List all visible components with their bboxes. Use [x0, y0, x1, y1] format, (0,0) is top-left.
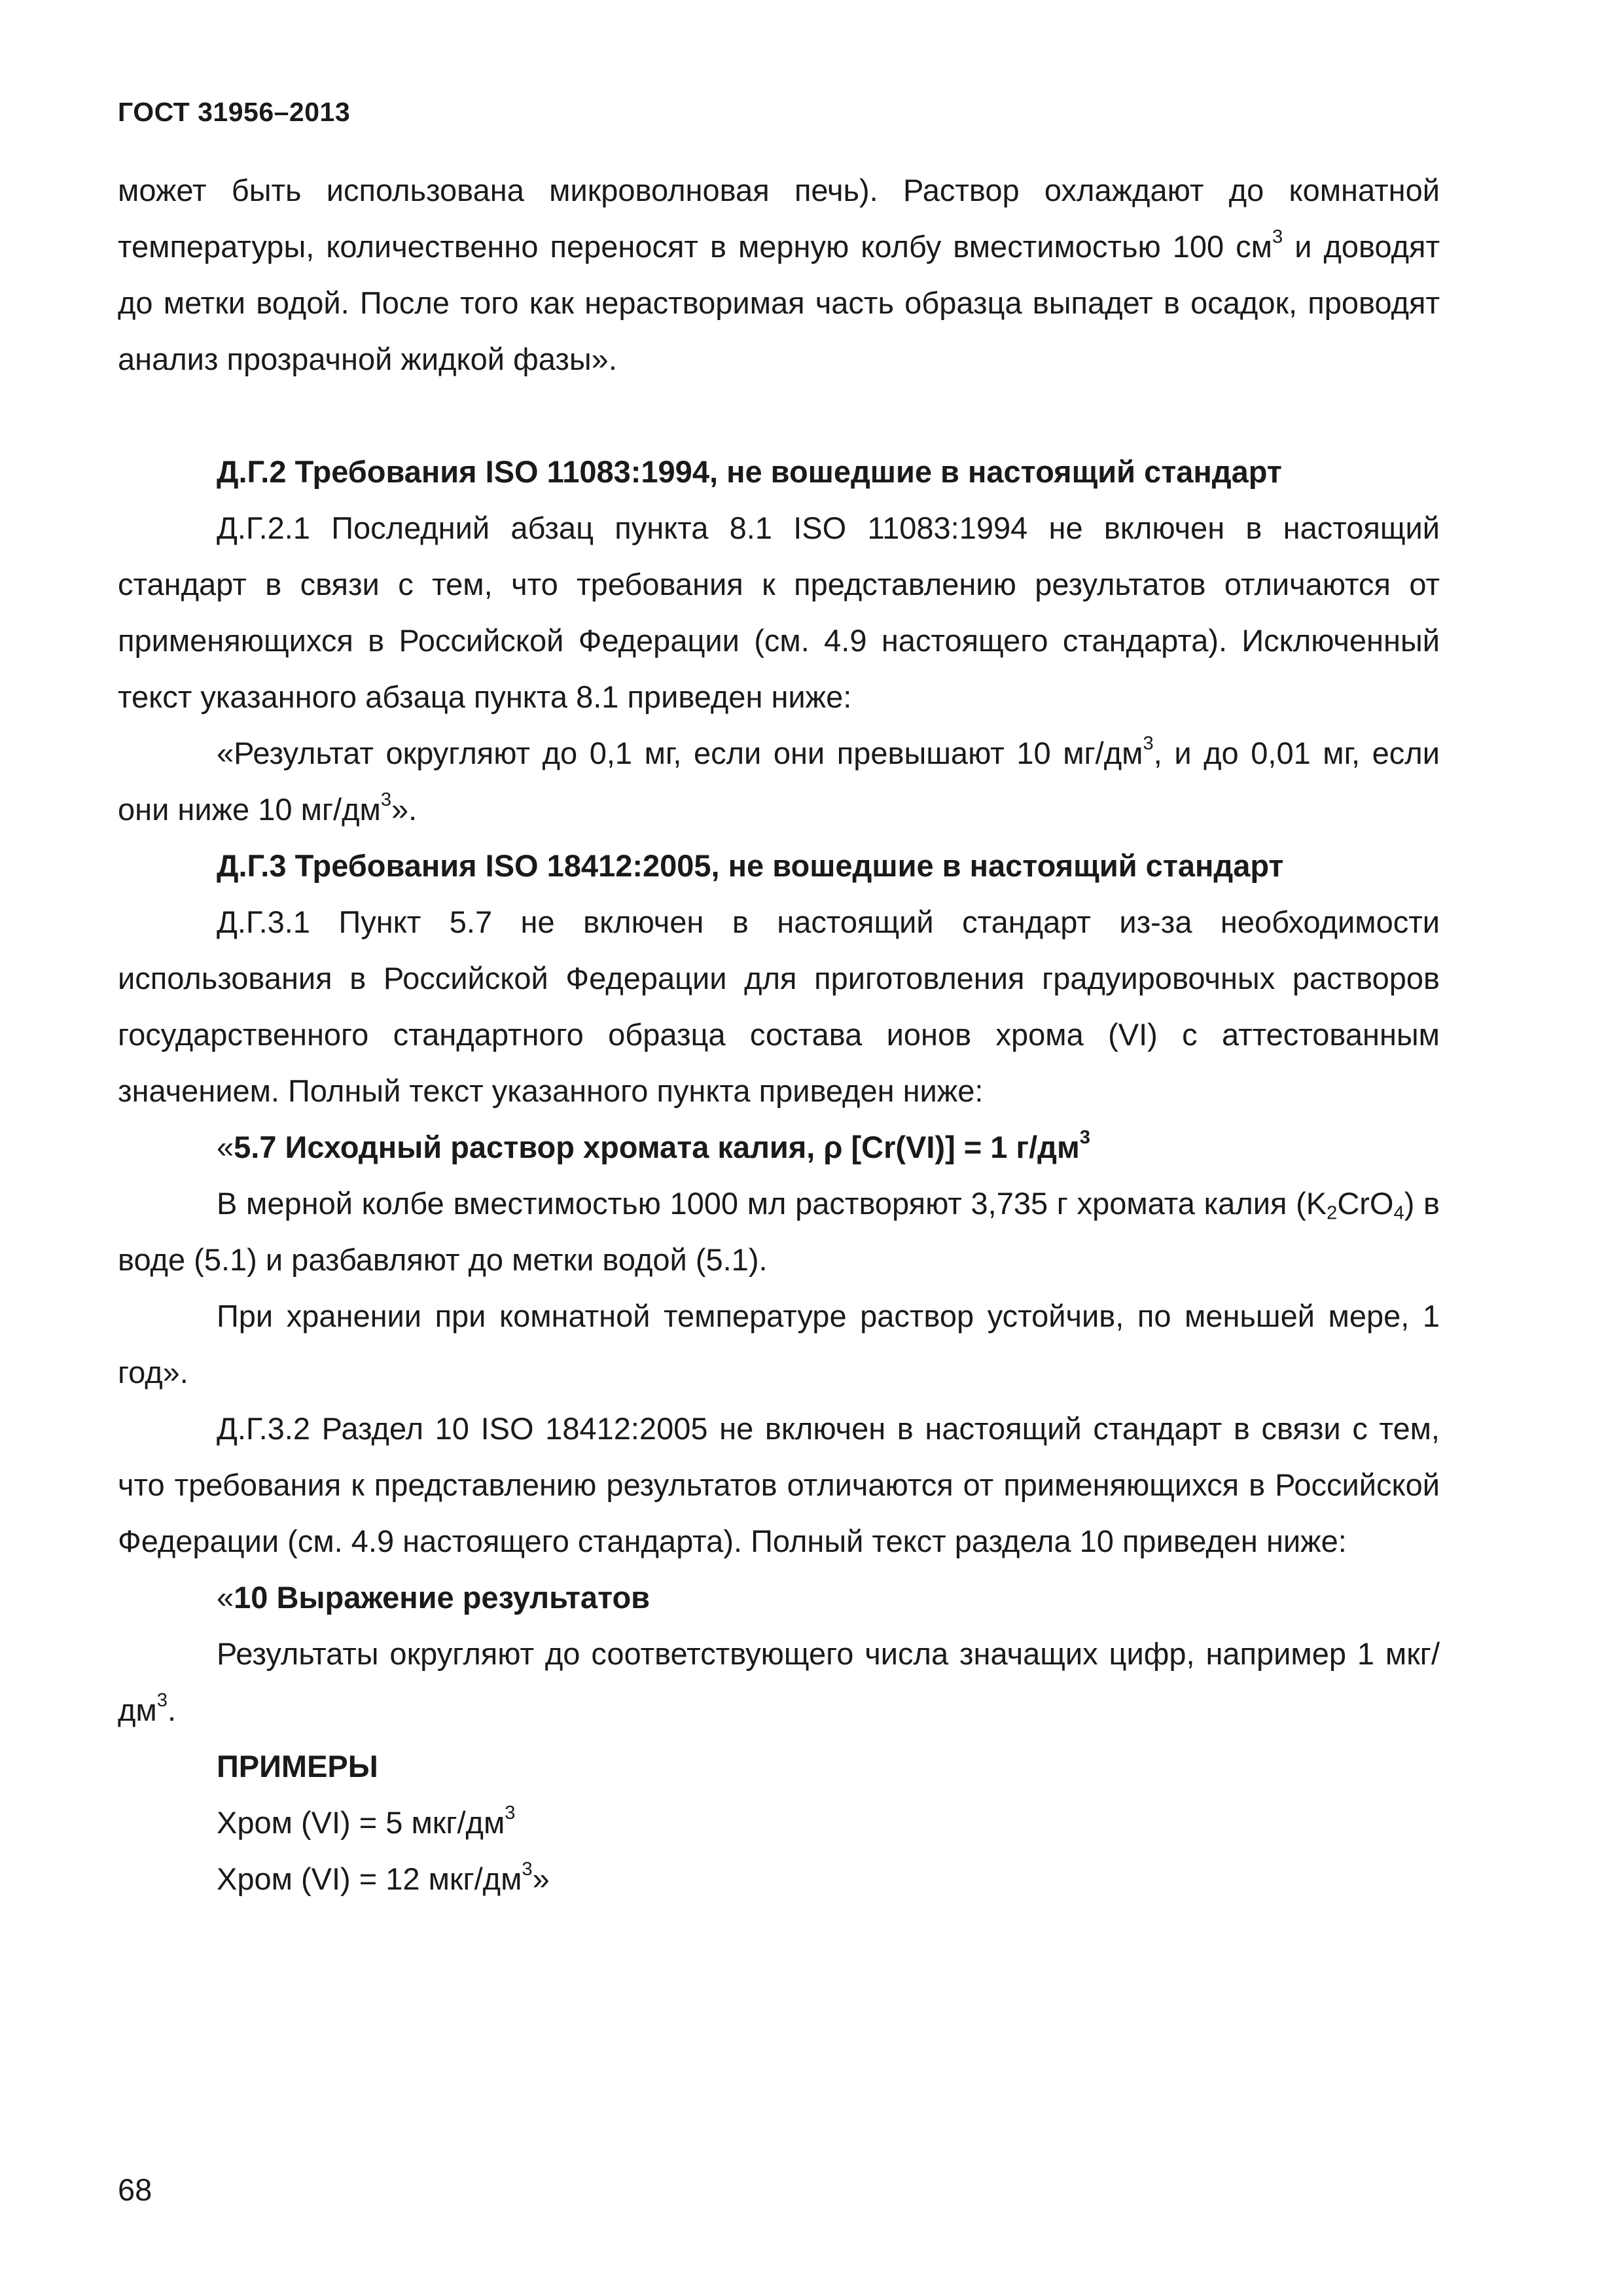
continuation-text-2: и доводят до метки водой. После того как нерастворимая часть образца выпадет в осадок, проводят анализ прозрачной жидкой фазы». — [118, 229, 1440, 376]
subsection-title-5-7: 5.7 Исходный раствор хромата калия, ρ [Cr(VI)] = 1 г/дм — [234, 1130, 1080, 1164]
section-heading-dg2: Д.Г.2 Требования ISO 11083:1994, не вошедшие в настоящий стандарт — [217, 454, 1282, 489]
quote-dg2 — [118, 725, 1440, 838]
text: » — [532, 1861, 550, 1896]
text: CrO — [1337, 1186, 1394, 1221]
text: Результаты округляют до соответствующего числа значащих цифр, например 1 мкг/дм — [118, 1636, 1440, 1727]
superscript: 3 — [522, 1859, 533, 1880]
subscript: 2 — [1327, 1202, 1338, 1224]
subsection-heading-10 — [118, 1570, 1440, 1626]
paragraph-10 — [118, 1626, 1440, 1738]
superscript: 3 — [380, 789, 392, 811]
superscript: 3 — [505, 1803, 516, 1824]
page-number: 68 — [118, 2172, 152, 2207]
subscript: 4 — [1393, 1202, 1404, 1224]
text: ) в воде (5.1) и разбавляют до метки водой (5.1). — [118, 1186, 1440, 1277]
continuation-paragraph — [118, 162, 1440, 387]
examples-title: ПРИМЕРЫ — [217, 1749, 378, 1784]
section-heading-dg3: Д.Г.3 Требования ISO 18412:2005, не вошедшие в настоящий стандарт — [217, 848, 1284, 883]
continuation-text-1: может быть использована микроволновая печь). Раствор охлаждают до комнатной температуры, количественно переносят в мерную колбу вместимостью 100 см — [118, 173, 1440, 264]
paragraph-dg3-1: Д.Г.3.1 Пункт 5.7 не включен в настоящий стандарт из-за необходимости использования в Российской Федерации для приготовления градуировочных растворов государственного стандартного образца состава ионов хрома (VI) с аттестованным значением. Полный текст указанного пункта приведен ниже: — [118, 905, 1440, 1108]
examples-heading — [118, 1738, 1440, 1795]
text: В мерной колбе вместимостью 1000 мл растворяют 3,735 г хромата калия (K — [217, 1186, 1327, 1221]
quote-text-2: , и до 0,01 мг, если они ниже 10 мг/дм — [118, 736, 1440, 827]
text: Хром (VI) = 5 мкг/дм — [217, 1805, 505, 1840]
quote-text-3: ». — [391, 792, 418, 827]
document-code: ГОСТ 31956–2013 — [118, 97, 351, 127]
paragraph-dg2-1: Д.Г.2.1 Последний абзац пункта 8.1 ISO 11083:1994 не включен в настоящий стандарт в связи с тем, что требования к представлению результатов отличаются от применяющихся в Российской Федерации (см. 4.9 настоящего стандарта). Исключенный текст указанного абзаца пункта 8.1 приведен ниже: — [118, 511, 1440, 714]
text: Хром (VI) = 12 мкг/дм — [217, 1861, 522, 1896]
paragraph-5-7-a — [118, 1175, 1440, 1288]
superscript: 3 — [1143, 733, 1154, 755]
superscript: 3 — [1079, 1127, 1090, 1149]
page-body — [118, 162, 1440, 1907]
open-quote: « — [217, 1130, 234, 1164]
subsection-title-10: 10 Выражение результатов — [234, 1580, 651, 1615]
paragraph-dg3-2: Д.Г.3.2 Раздел 10 ISO 18412:2005 не включен в настоящий стандарт в связи с тем, что требования к представлению результатов отличаются от применяющихся в Российской Федерации (см. 4.9 настоящего стандарта). Полный текст раздела 10 приведен ниже: — [118, 1411, 1440, 1558]
example-2 — [118, 1851, 1440, 1907]
superscript: 3 — [156, 1690, 168, 1712]
paragraph-5-7-b: При хранении при комнатной температуре раствор устойчив, по меньшей мере, 1 год». — [118, 1299, 1440, 1390]
example-1 — [118, 1795, 1440, 1851]
open-quote: « — [217, 1580, 234, 1615]
subsection-heading-5-7 — [118, 1119, 1440, 1175]
text: . — [167, 1693, 177, 1727]
superscript: 3 — [1272, 226, 1283, 248]
quote-text-1: «Результат округляют до 0,1 мг, если они превышают 10 мг/дм — [217, 736, 1143, 770]
